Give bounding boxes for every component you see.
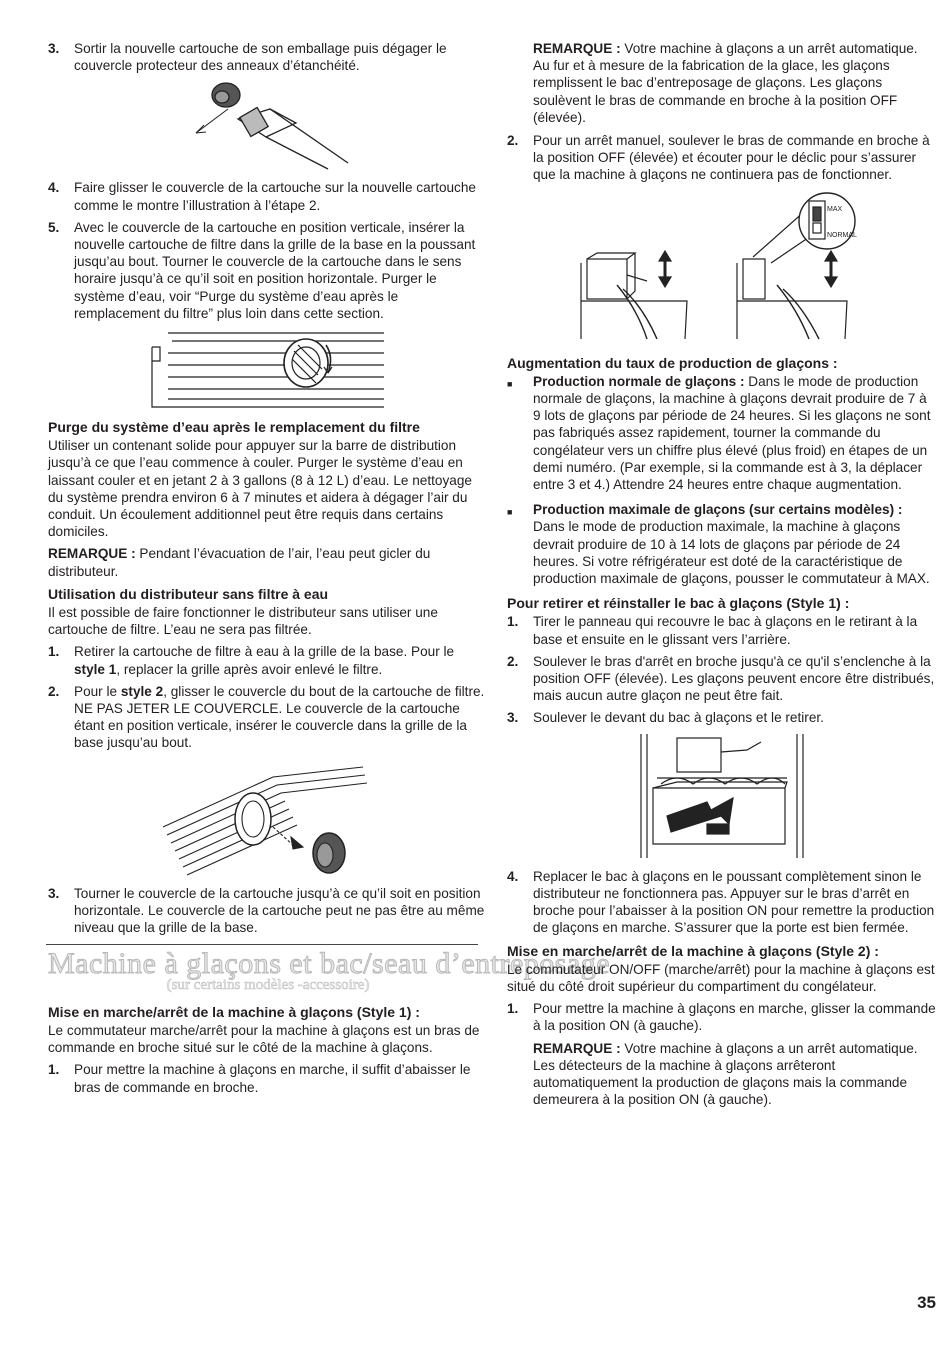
step-text: Tourner le couvercle de la cartouche jusqu’à ce qu’il soit en position horizontale. Le couvercle de la cartouche peut ne pas être au même niveau que la grille de la base. [74,885,485,936]
step-text: Soulever le bras d'arrêt en broche jusqu'à ce qu'il s’enclenche à la position OFF (élevée). Les glaçons peuvent encore être distribués, mais aucun autre glaçon ne peut être fait. [533,653,935,704]
section-subtitle: (sur certains modèles -accessoire) [166,976,370,993]
bullet-normal [507,373,937,493]
ice-bin-removal-illustration [637,732,807,860]
cartridge-cap-illustration [168,79,368,171]
bullet-text [533,501,937,587]
square-bullet-icon: ■ [507,507,513,518]
step-text [74,683,488,752]
style-label: style 1 [74,661,117,677]
bin-step-2 [507,653,937,705]
square-bullet-icon: ■ [507,378,513,389]
note-label: REMARQUE : [48,546,136,562]
text-run: Pour le [74,683,121,699]
step-4 [48,179,488,213]
onoff-style1-text: Le commutateur marche/arrêt pour la machine à glaçons est un bras de commande en broche situé sur le côté de la machine à glaçons. [48,1022,480,1056]
onoff-style2-step-1 [507,1000,937,1034]
note [533,40,937,126]
step-number: 1. [48,1062,60,1078]
onoff-style2-text: Le commutateur ON/OFF (marche/arrêt) pour la machine à glaçons est situé du côté droit supérieur du compartiment du congélateur. [507,961,935,994]
style-label: style 2 [120,683,164,699]
onoff-style1-heading: Mise en marche/arrêt de la machine à glaçons (Style 1) : [48,1003,420,1020]
step-number: 2. [507,653,519,669]
bullet-title: Production normale de glaçons : [533,373,745,389]
base-grille-illustration [148,327,388,411]
step-number: 4. [507,868,519,884]
note-label: REMARQUE : [533,1040,621,1056]
bin-heading: Pour retirer et réinstaller le bac à glaçons (Style 1) : [507,595,850,612]
step-number: 5. [48,219,60,235]
step-number: 1. [48,644,60,660]
step-number: 2. [48,683,60,699]
step-number: 1. [507,614,519,630]
ice-maker-arm-illustration [577,189,867,347]
no-filter-step-1 [48,643,488,677]
purge-heading: Purge du système d’eau après le remplacement du filtre [48,419,420,436]
step-text: Replacer le bac à glaçons en le poussant complètement sinon le distributeur ne fonctionnera pas. Appuyer sur le bras d’arrêt en broche pour l’abaisser à la position ON pour remettre la production de glaçons en marche. S’assurer que la porte est bien fermée. [533,868,935,936]
text-run: , replacer la grille après avoir enlevé le filtre. [116,661,383,677]
bullet-text [533,373,937,493]
step-number: 3. [48,885,60,901]
step-text [74,643,488,677]
no-filter-text: Il est possible de faire fonctionner le distributeur sans utiliser une cartouche de filtre. L’eau ne sera pas filtrée. [48,605,438,638]
step-text: Avec le couvercle de la cartouche en position verticale, insérer la nouvelle cartouche de filtre dans la grille de la base en la poussant jusqu’au bout. Tourner le couvercle de la cartouche dans le sens horaire jusqu’à ce qu’il soit en position horizontale. Purger le système d’eau, voir “Purge du système d’eau après le remplacement du filtre” plus loin dans cette section. [74,219,476,321]
bullet-body: Dans le mode de production maximale, la machine à glaçons devrait produire de 10 à 14 lots de glaçons par période de 24 heures. Si votre réfrigérateur est doté de la caractéristique de production maximale de glaçons, pousser le commutateur à MAX. [533,519,930,587]
bullet-body: Dans le mode de production normale de glaçons, la machine à glaçons devrait produire de 7 à 9 lots de glaçons par période de 24 heures. Si les glaçons ne sont pas fabriqués assez rapidement, tourner la commande du congélateur vers un chiffre plus élevé (plus froid) en étapes de un demi numéro. (Par exemple, si la commande est à 3, la déplacer entre 3 et 4.) Attendre 24 heures entre chaque augmentation. [533,373,931,493]
no-filter-heading: Utilisation du distributeur sans filtre à eau [48,585,329,602]
bin-step-4 [507,868,937,937]
note [48,545,488,579]
onoff-style1-step-1 [48,1061,488,1095]
bullet-title: Production maximale de glaçons (sur certains modèles) : [533,502,903,518]
bullet-max [507,501,937,587]
note-text: Votre machine à glaçons a un arrêt automatique. Au fur et à mesure de la fabrication de la glace, les glaçons remplissent le bac d’entreposage de glaçons. Les glaçons soulèvent le bras de commande en broche à la position OFF (élevée). [533,41,918,125]
step-text: Pour mettre la machine à glaçons en marche, glisser la commande à la position ON (à gauche). [533,1001,936,1034]
onoff-style1-step-2 [507,132,937,184]
no-filter-step-3 [48,885,488,937]
cover-insert-illustration [153,757,383,877]
max-label: MAX [827,205,843,213]
purge-text: Utiliser un contenant solide pour appuyer sur la barre de distribution jusqu’à ce que l’eau commence à couler. Purger le système d’eau en laissant couler et en jetant 2 à 3 gallons (8 à 12 L) d’eau. Le nettoyage du système prendra environ 6 à 7 minutes et aidera à dégager l’air du conduit. Un écoulement additionnel peut être requis dans certains domiciles. [48,438,472,540]
step-text: Soulever le devant du bac à glaçons et le retirer. [533,710,824,726]
step-number: 1. [507,1001,519,1017]
step-text: Tirer le panneau qui recouvre le bac à glaçons en le retirant à la base et ensuite en le glissant vers l’arrière. [533,614,918,647]
note-text: Pendant l’évacuation de l’air, l’eau peut gicler du distributeur. [48,546,431,579]
page-number: 35 [917,1293,936,1312]
step-number: 3. [48,41,60,56]
normal-label: NORMAL [827,231,857,239]
step-text: Pour mettre la machine à glaçons en marche, il suffit d’abaisser le bras de commande en broche. [74,1062,471,1095]
step-text: Pour un arrêt manuel, soulever le bras de commande en broche à la position OFF (élevée) et écouter pour le déclic pour s’assurer que la machine à glaçons ne continuera pas de fonctionner. [533,133,930,183]
note-text: Votre machine à glaçons a un arrêt automatique. Les détecteurs de la machine à glaçons arrêteront automatiquement la production de glaçons mais la commande demeurera à la position ON (à gauche). [533,1040,918,1108]
note [533,1040,937,1109]
no-filter-step-2 [48,683,488,752]
section-divider [46,944,478,945]
left-column [48,40,611,1101]
step-number: 3. [507,710,519,726]
text-run: Retirer la cartouche de filtre à eau à la grille de la base. Pour le [74,644,455,660]
section-title: Machine à glaçons et bac/seau d’entreposage [48,947,611,981]
step-text: Faire glisser le couvercle de la cartouche sur la nouvelle cartouche comme le montre l’illustration à l’étape 2. [74,180,476,213]
step-text: Sortir la nouvelle cartouche de son emballage puis dégager le couvercle protecteur des anneaux d’étanchéité. [74,41,447,74]
onoff-style2-heading: Mise en marche/arrêt de la machine à glaçons (Style 2) : [507,942,879,959]
right-column [507,40,937,1114]
bin-step-1 [507,613,937,647]
step-number: 4. [48,180,60,196]
step-5 [48,219,488,322]
note-label: REMARQUE : [533,41,621,56]
text-run: , glisser le couvercle du bout de la cartouche de filtre. NE PAS JETER LE COUVERCLE. Le couvercle de la cartouche étant en position verticale, insérer le couvercle dans la grille de la base jusqu’au bout. [74,683,485,751]
increase-heading: Augmentation du taux de production de glaçons : [507,354,838,371]
bin-step-3 [507,709,937,726]
step-3 [48,40,488,74]
step-number: 2. [507,133,519,149]
